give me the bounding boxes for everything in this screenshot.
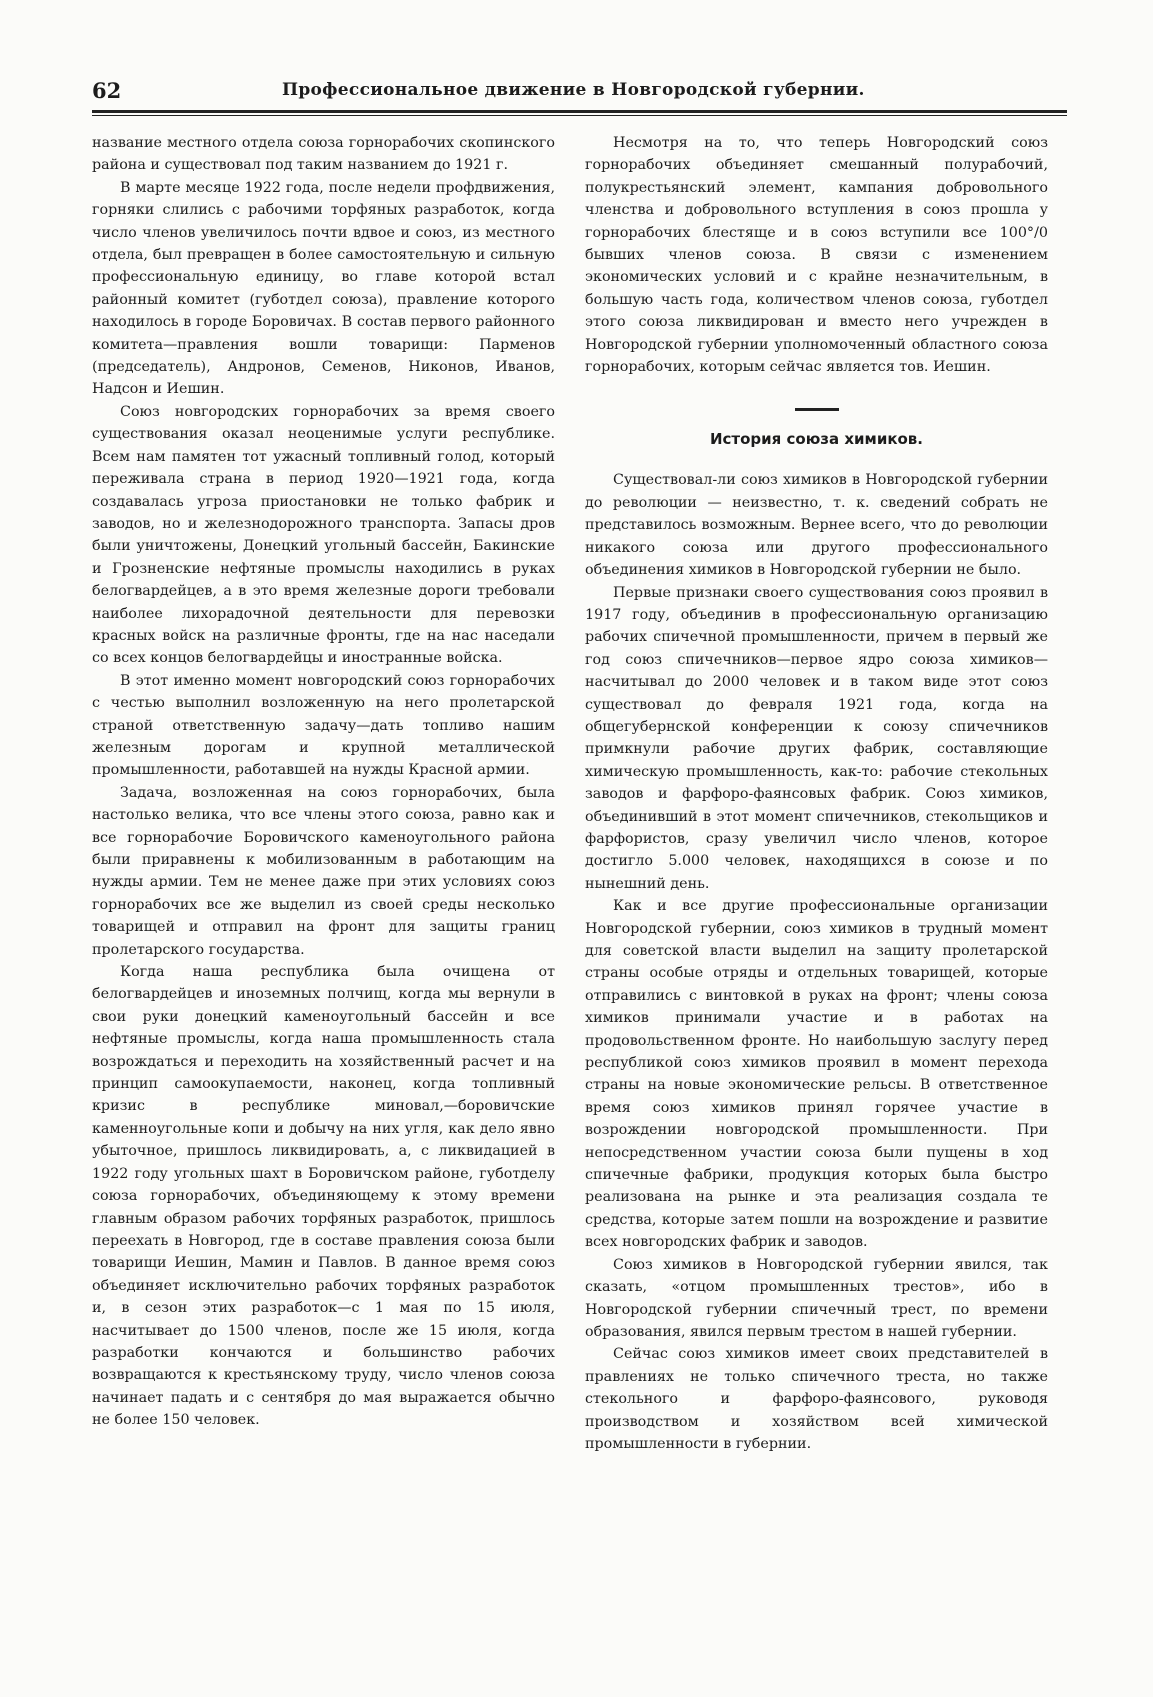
paragraph: В марте месяце 1922 года, после недели профдвижения, горняки слились с рабочими торфяных разработок, когда число членов увеличилось почти вдвое и союз, из местного отдела, был превращен в более самостоятельную и сильную профессиональную единицу, во главе которой встал районный комитет (губотдел союза), правление которого находилось в городе Боровичах. В состав первого районного комитета—правления вошли товарищи: Парменов (председатель), Андронов, Семенов, Никонов, Иванов, Надсон и Иешин. (92, 179, 555, 398)
right-column (585, 132, 1048, 1455)
paragraph: Союз химиков в Новгородской губернии явился, так сказать, «отцом промышленных трестов», ибо в Новгородской губернии спичечный трест, по времени образования, явился первым трестом в нашей губернии. (585, 1256, 1048, 1340)
running-title: Профессиональное движение в Новгородской губернии. (282, 80, 865, 100)
paragraph: Как и все другие профессиональные организации Новгородской губернии, союз химиков в трудный момент для советской власти выделил на защиту пролетарской страны особые отряды и отдельных товарищей, которые отправились с винтовкой в руках на фронт; члены союза химиков принимали участие и в работах на продовольственном фронте. Но наибольшую заслугу перед республикой союз химиков проявил в момент перехода страны на новые экономические рельсы. В ответственное время союз химиков принял горячее участие в возрождении новгородской промышленности. При непосредственном участии союза были пущены в ход спичечные фабрики, продукция которых была быстро реализована на рынке и эта реализация создала те средства, которые затем пошли на возрождение и развитие всех новгородских фабрик и заводов. (585, 898, 1048, 1251)
paragraph: В этот именно момент новгородский союз горнорабочих с честью выполнил возложенную на него пролетарской страной ответственную задачу—дать топливо нашим железным дорогам и крупной металлической промышленности, работавшей на нужды Красной армии. (92, 672, 555, 779)
paragraph: Первые признаки своего существования союз проявил в 1917 году, объединив в профессиональную организацию рабочих спичечной промышленности, причем в первый же год союз спичечников—первое ядро союза химиков—насчитывал до 2000 человек и в таком виде этот союз существовал до февраля 1921 года, когда на общегубернской конференции к союзу спичечников примкнули рабочие других фабрик, составляющие химическую промышленность, как-то: рабочие стекольных заводов и фарфоро-фаянсовых фабрик. Союз химиков, объединивший в этот момент спичечников, стекольщиков и фарфористов, сразу увеличил число членов, которое достигло 5.000 человек, находящихся в союзе и по нынешний день. (585, 584, 1048, 892)
paragraph: Задача, возложенная на союз горнорабочих, была настолько велика, что все члены этого союза, равно как и все горнорабочие Боровичского каменоугольного района были приравнены к мобилизованным в работающим на нужды армии. Тем не менее даже при этих условиях союз горнорабочих все же выделил из своей среды несколько товарищей и отправил на фронт для защиты границ пролетарского государства. (92, 784, 555, 958)
left-column (92, 132, 555, 1432)
header-rule (92, 110, 1067, 113)
page-number: 62 (92, 78, 122, 103)
page-header (92, 78, 1067, 108)
header-rule-thin (92, 115, 1067, 116)
paragraph: Сейчас союз химиков имеет своих представителей в правлениях не только спичечного треста, но также стекольного и фарфоро-фаянсового, руководя производством и хозяйством всей химической промышленности в губернии. (585, 1346, 1048, 1452)
section-heading: История союза химиков. (709, 430, 924, 449)
paragraph: Несмотря на то, что теперь Новгородский союз горнорабочих объединяет смешанный полурабочий, полукрестьянский элемент, кампания добровольного членства и добровольного вступления в союз прошла у горнорабочих блестяще и в союз вступили все 100°/0 бывших членов союза. В связи с изменением экономических условий и с крайне незначительным, в большую часть года, количеством членов союза, губотдел этого союза ликвидирован и вместо него учрежден в Новгородской губернии уполномоченный областного союза горнорабочих, которым сейчас является тов. Иешин. (585, 135, 1048, 376)
paragraph: Когда наша республика была очищена от белогвардейцев и иноземных полчищ, когда мы вернули в свои руки донецкий каменоугольный бассейн и все нефтяные промыслы, когда наша промышленность стала возрождаться и переходить на хозяйственный расчет и на принцип самоокупаемости, наконец, когда топливный кризис в республике миновал,—боровичские каменноугольные копи и добычу на них угля, как дело явно убыточное, пришлось ликвидировать, а, с ликвидацией в 1922 году угольных шахт в Боровичском районе, губотделу союза горнорабочих, объединяющему к этому времени главным образом рабочих торфяных разработок, пришлось переехать в Новгород, где в составе правления союза были товарищи Иешин, Мамин и Павлов. В данное время союз объединяет исключительно рабочих торфяных разработок и, в сезон этих разработок—с 1 мая по 15 июля, насчитывает до 1500 членов, после же 15 июля, когда разработки кончаются и большинство рабочих возвращаются к крестьянскому труду, число членов союза начинает падать и с сентября до мая выражается обычно не более 150 человек. (92, 964, 555, 1429)
section-divider (795, 408, 839, 411)
paragraph: Существовал-ли союз химиков в Новгородской губернии до революции — неизвестно, т. к. сведений собрать не представилось возможным. Вернее всего, что до революции никакого союза или другого профессионального объединения химиков в Новгородской губернии не было. (585, 472, 1048, 579)
paragraph: название местного отдела союза горнорабочих скопинского района и существовал под таким названием до 1921 г. (92, 135, 555, 174)
paragraph: Союз новгородских горнорабочих за время своего существования оказал неоценимые услуги республике. Всем нам памятен тот ужасный топливный голод, который переживала страна в период 1920—1921 года, когда создавалась угроза приостановки не только фабрик и заводов, но и железнодорожного транспорта. Запасы дров были уничтожены, Донецкий угольный бассейн, Бакинские и Грозненские нефтяные промыслы находились в руках белогвардейцев, а в это время железные дороги требовали наиболее лихорадочной деятельности для перевозки красных войск на различные фронты, где на нас наседали со всех концов белогвардейцы и иностранные войска. (92, 403, 555, 667)
